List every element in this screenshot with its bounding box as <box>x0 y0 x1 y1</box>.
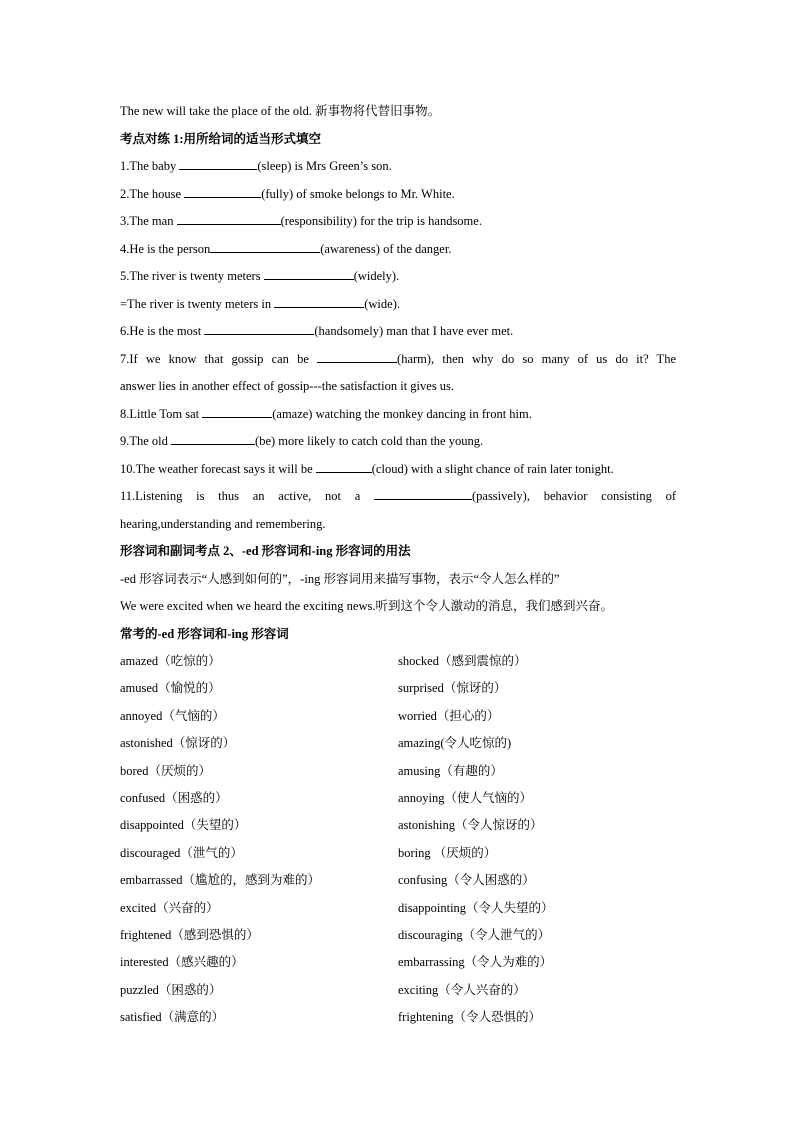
exercise-text: (passively), behavior consisting of <box>471 489 676 503</box>
section3-title: 常考的-ed 形容词和-ing 形容词 <box>120 626 289 641</box>
exercise-text: 4.He is the person <box>120 241 211 256</box>
exercise-text: (amaze) watching the monkey dancing in front him. <box>272 406 532 421</box>
exercise-3 <box>120 208 676 236</box>
answer-blank[interactable] <box>202 404 272 418</box>
exercise-1 <box>120 153 676 181</box>
answer-blank[interactable] <box>179 156 257 170</box>
exercise-9 <box>120 428 676 456</box>
answer-blank[interactable] <box>210 239 320 253</box>
answer-blank[interactable] <box>171 431 255 445</box>
exercise-text: 6.He is the most <box>120 324 205 338</box>
list-item: boring （厌烦的） <box>398 845 497 860</box>
list-item: astonishing（令人惊讶的） <box>398 818 543 833</box>
exercise-text: (wide). <box>364 296 400 311</box>
exercise-7 <box>120 346 676 374</box>
exercise-text: 11.Listening is thus an active, not a <box>120 489 374 503</box>
list-item: surprised（惊讶的） <box>398 681 507 696</box>
exercise-text: 3.The man <box>120 214 177 228</box>
exercise-text: 7.If we know that gossip can be <box>120 351 318 366</box>
exercise-6 <box>120 318 676 346</box>
list-item: frightened（感到恐惧的） <box>120 927 259 942</box>
list-item: frightening（令人恐惧的） <box>398 1010 542 1025</box>
list-item: shocked（感到震惊的） <box>398 654 527 668</box>
list-item: amused（愉悦的） <box>120 681 221 696</box>
exercise-text: (be) more likely to catch cold than the young. <box>255 434 484 448</box>
list-item: amazed（吃惊的） <box>120 654 221 668</box>
exercise-text: (awareness) of the danger. <box>320 241 452 256</box>
exercise-list <box>120 153 676 538</box>
rule-line: -ed 形容词表示“人感到如何的”，-ing 形容词用来描写事物，表示“令人怎么样的” <box>120 571 560 586</box>
list-item: confused（困惑的） <box>120 790 228 805</box>
list-item: confusing（令人困惑的） <box>398 873 535 888</box>
exercise-text: 5.The river is twenty meters <box>120 269 264 283</box>
list-item: puzzled（困惑的） <box>120 982 222 997</box>
list-item: worried（担心的） <box>398 708 500 723</box>
section2-title: 形容词和副词考点 2、-ed 形容词和-ing 形容词的用法 <box>120 544 411 558</box>
answer-blank[interactable] <box>177 211 281 225</box>
list-item: annoyed（气恼的） <box>120 708 225 723</box>
exercise-text: (fully) of smoke belongs to Mr. White. <box>261 186 455 201</box>
answer-blank[interactable] <box>264 266 354 280</box>
exercise-text: (widely). <box>353 269 400 283</box>
answer-blank[interactable] <box>204 321 314 335</box>
exercise-text: (responsibility) for the trip is handsome. <box>280 214 482 228</box>
exercise-text: 10.The weather forecast says it will be <box>120 461 316 476</box>
ing-adjective-column <box>398 648 676 1031</box>
exercise-text: 2.The house <box>120 186 185 201</box>
list-item: disappointing（令人失望的） <box>398 900 554 915</box>
list-item: discouraged（泄气的） <box>120 845 243 860</box>
exercise-text: (handsomely) man that I have ever met. <box>314 324 514 338</box>
list-item: discouraging（令人泄气的） <box>398 927 551 942</box>
exercise-11-continued: hearing,understanding and remembering. <box>120 516 326 531</box>
exercise-text: 8.Little Tom sat <box>120 406 203 421</box>
adjective-table <box>120 648 676 1031</box>
exercise-11 <box>120 483 676 511</box>
list-item: annoying（使人气恼的） <box>398 790 533 805</box>
exercise-10 <box>120 456 676 484</box>
exercise-5 <box>120 263 676 291</box>
list-item: exciting（令人兴奋的） <box>398 982 526 997</box>
exercise-text: 1.The baby <box>120 159 180 173</box>
exercise-text: (cloud) with a slight chance of rain later tonight. <box>371 461 614 476</box>
exercise-text: =The river is twenty meters in <box>120 296 275 311</box>
list-item: embarrassed（尴尬的，感到为难的） <box>120 873 320 888</box>
list-item: bored（厌烦的） <box>120 763 211 778</box>
list-item: satisfied（满意的） <box>120 1010 225 1025</box>
answer-blank[interactable] <box>317 349 397 363</box>
example-line: We were excited when we heard the exciting news.听到这个令人激动的消息，我们感到兴奋。 <box>120 599 613 613</box>
list-item: disappointed（失望的） <box>120 818 247 833</box>
exercise-text: (sleep) is Mrs Green’s son. <box>257 159 392 173</box>
list-item: interested（感兴趣的） <box>120 955 244 970</box>
section1-title: 考点对练 1:用所给词的适当形式填空 <box>120 131 322 146</box>
exercise-8 <box>120 401 676 429</box>
list-item: amazing(令人吃惊的) <box>398 736 512 751</box>
exercise-4 <box>120 236 676 264</box>
list-item: amusing（有趣的） <box>398 763 503 778</box>
answer-blank[interactable] <box>274 294 364 308</box>
exercise-text: 9.The old <box>120 434 172 448</box>
answer-blank[interactable] <box>374 486 472 500</box>
document-page <box>120 98 676 1031</box>
exercise-text: (harm), then why do so many of us do it? The <box>397 351 676 366</box>
list-item: astonished（惊讶的） <box>120 736 236 751</box>
list-item: excited（兴奋的） <box>120 900 219 915</box>
list-item: embarrassing（令人为难的） <box>398 955 553 970</box>
exercise-2 <box>120 181 676 209</box>
exercise-7-continued: answer lies in another effect of gossip---the satisfaction it gives us. <box>120 379 455 393</box>
answer-blank[interactable] <box>316 459 372 473</box>
intro-line: The new will take the place of the old. 新事物将代替旧事物。 <box>120 104 441 118</box>
answer-blank[interactable] <box>184 184 261 198</box>
ed-adjective-column <box>120 648 398 1031</box>
exercise-5b <box>120 291 676 319</box>
